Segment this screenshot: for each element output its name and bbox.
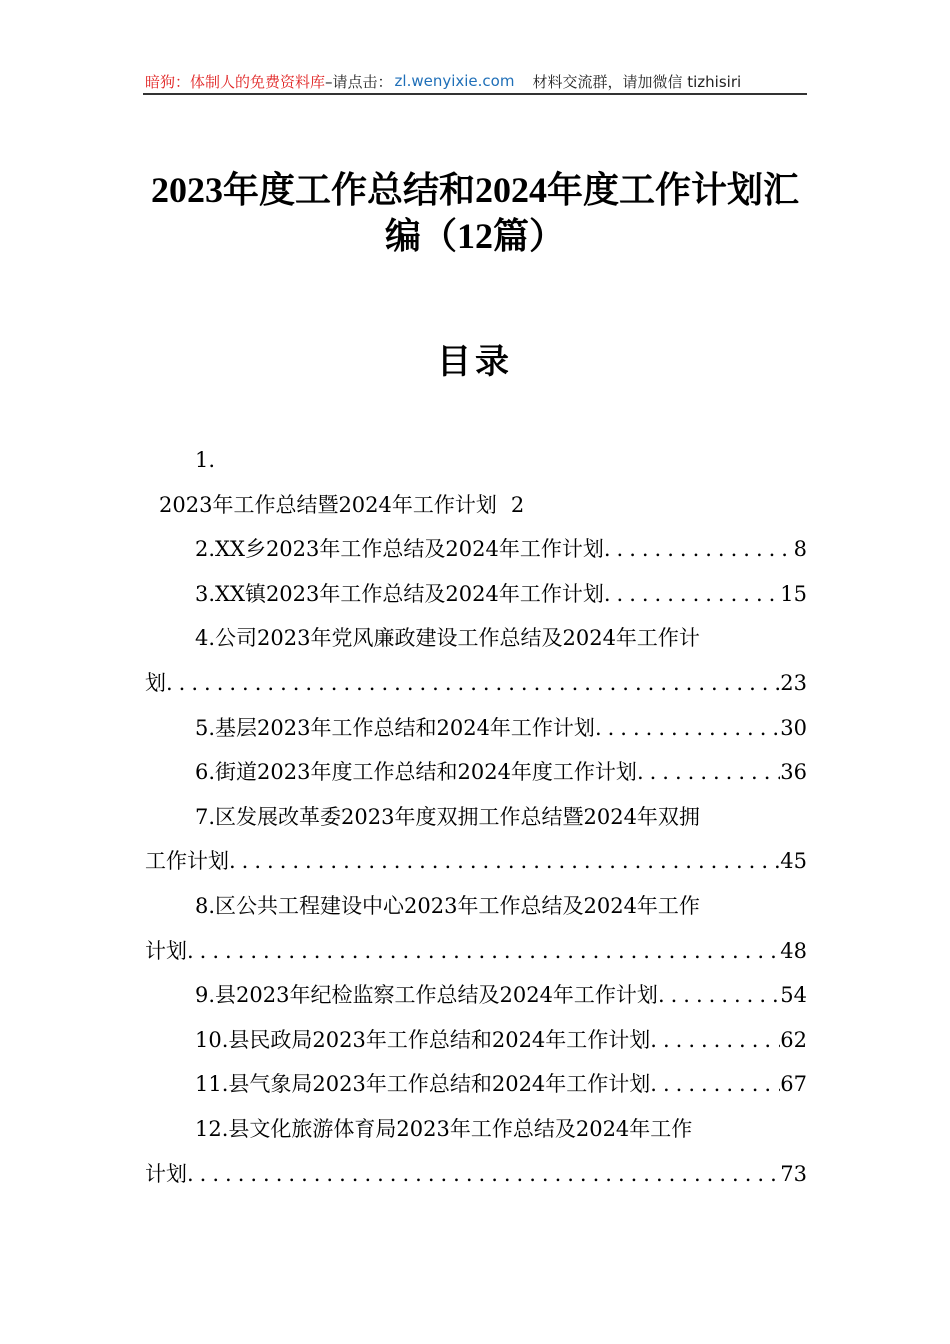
page-number: 54 [780, 983, 807, 1008]
leader-dots [595, 706, 780, 751]
page-number: 73 [780, 1161, 807, 1186]
page-number: 45 [780, 849, 807, 874]
leader-dots [637, 750, 780, 795]
toc-entry-8-line2[interactable]: 计划 ..... 48 [145, 929, 807, 974]
toc-entry-3[interactable]: 3. XX镇2023年工作总结及2024年工作计划 ..... 15 [145, 572, 807, 617]
table-of-contents [145, 438, 807, 1196]
page-number: 67 [780, 1072, 807, 1097]
toc-entry-1-number-line[interactable]: 1. [195, 448, 216, 472]
toc-entry-2[interactable]: 2. XX乡2023年工作总结及2024年工作计划 ..... 8 [145, 527, 807, 572]
leader-dots [658, 973, 780, 1018]
leader-dots [166, 661, 780, 706]
toc-entry-4-line2[interactable]: 划 ..... 23 [145, 661, 807, 706]
promo-wechat: 材料交流群，请加微信 tizhisiri [532, 72, 742, 91]
toc-entry-5[interactable]: 5. 基层2023年工作总结和2024年工作计划 ..... 30 [145, 706, 807, 751]
toc-entry-12-line2[interactable]: 计划 ..... 73 [145, 1152, 807, 1197]
leader-dots [187, 1152, 780, 1197]
promo-header [145, 70, 807, 92]
toc-entry-10[interactable]: 10. 县民政局2023年工作总结和2024年工作计划 ..... 62 [145, 1018, 807, 1063]
toc-heading: 目录 [437, 344, 513, 381]
toc-entry-12-line1[interactable]: 12. 县文化旅游体育局2023年工作总结及2024年工作 [195, 1116, 693, 1141]
leader-dots [650, 1018, 780, 1063]
page-number: 2 [510, 492, 525, 517]
page-number: 15 [780, 581, 807, 606]
leader-dots [187, 929, 780, 974]
page-number: 30 [780, 715, 807, 740]
document-title-line2: 编（12篇） [384, 216, 565, 256]
toc-entry-1[interactable]: 2023年工作总结暨2024年工作计划 2 [145, 483, 807, 528]
header-divider [143, 93, 807, 95]
promo-link[interactable]: zl.wenyixie.com [394, 72, 515, 90]
promo-click-label: –请点击： [325, 72, 393, 91]
toc-entry-11[interactable]: 11. 县气象局2023年工作总结和2024年工作计划 ..... 67 [145, 1062, 807, 1107]
toc-entry-6[interactable]: 6. 街道2023年度工作总结和2024年度工作计划 ..... 36 [145, 750, 807, 795]
leader-dots [229, 839, 780, 884]
page-number: 48 [780, 938, 807, 963]
promo-site-name: 暗狗：体制人的免费资料库 [145, 72, 326, 91]
toc-entry-9[interactable]: 9. 县2023年纪检监察工作总结及2024年工作计划 ..... 54 [145, 973, 807, 1018]
document-title-line1: 2023年度工作总结和2024年度工作计划汇 [150, 170, 799, 210]
toc-entry-7-line2[interactable]: 工作计划 ..... 45 [145, 839, 807, 884]
page-number: 8 [793, 537, 807, 562]
leader-dots [650, 1062, 780, 1107]
toc-entry-4-line1[interactable]: 4. 公司2023年党风廉政建设工作总结及2024年工作计 [195, 626, 700, 651]
page-number: 23 [780, 670, 807, 695]
toc-entry-7-line1[interactable]: 7. 区发展改革委2023年度双拥工作总结暨2024年双拥 [195, 804, 700, 829]
page-number: 36 [780, 760, 807, 785]
page-number: 62 [780, 1027, 807, 1052]
leader-dots [604, 527, 794, 572]
toc-entry-8-line1[interactable]: 8. 区公共工程建设中心2023年工作总结及2024年工作 [195, 893, 700, 918]
leader-dots [604, 572, 780, 617]
